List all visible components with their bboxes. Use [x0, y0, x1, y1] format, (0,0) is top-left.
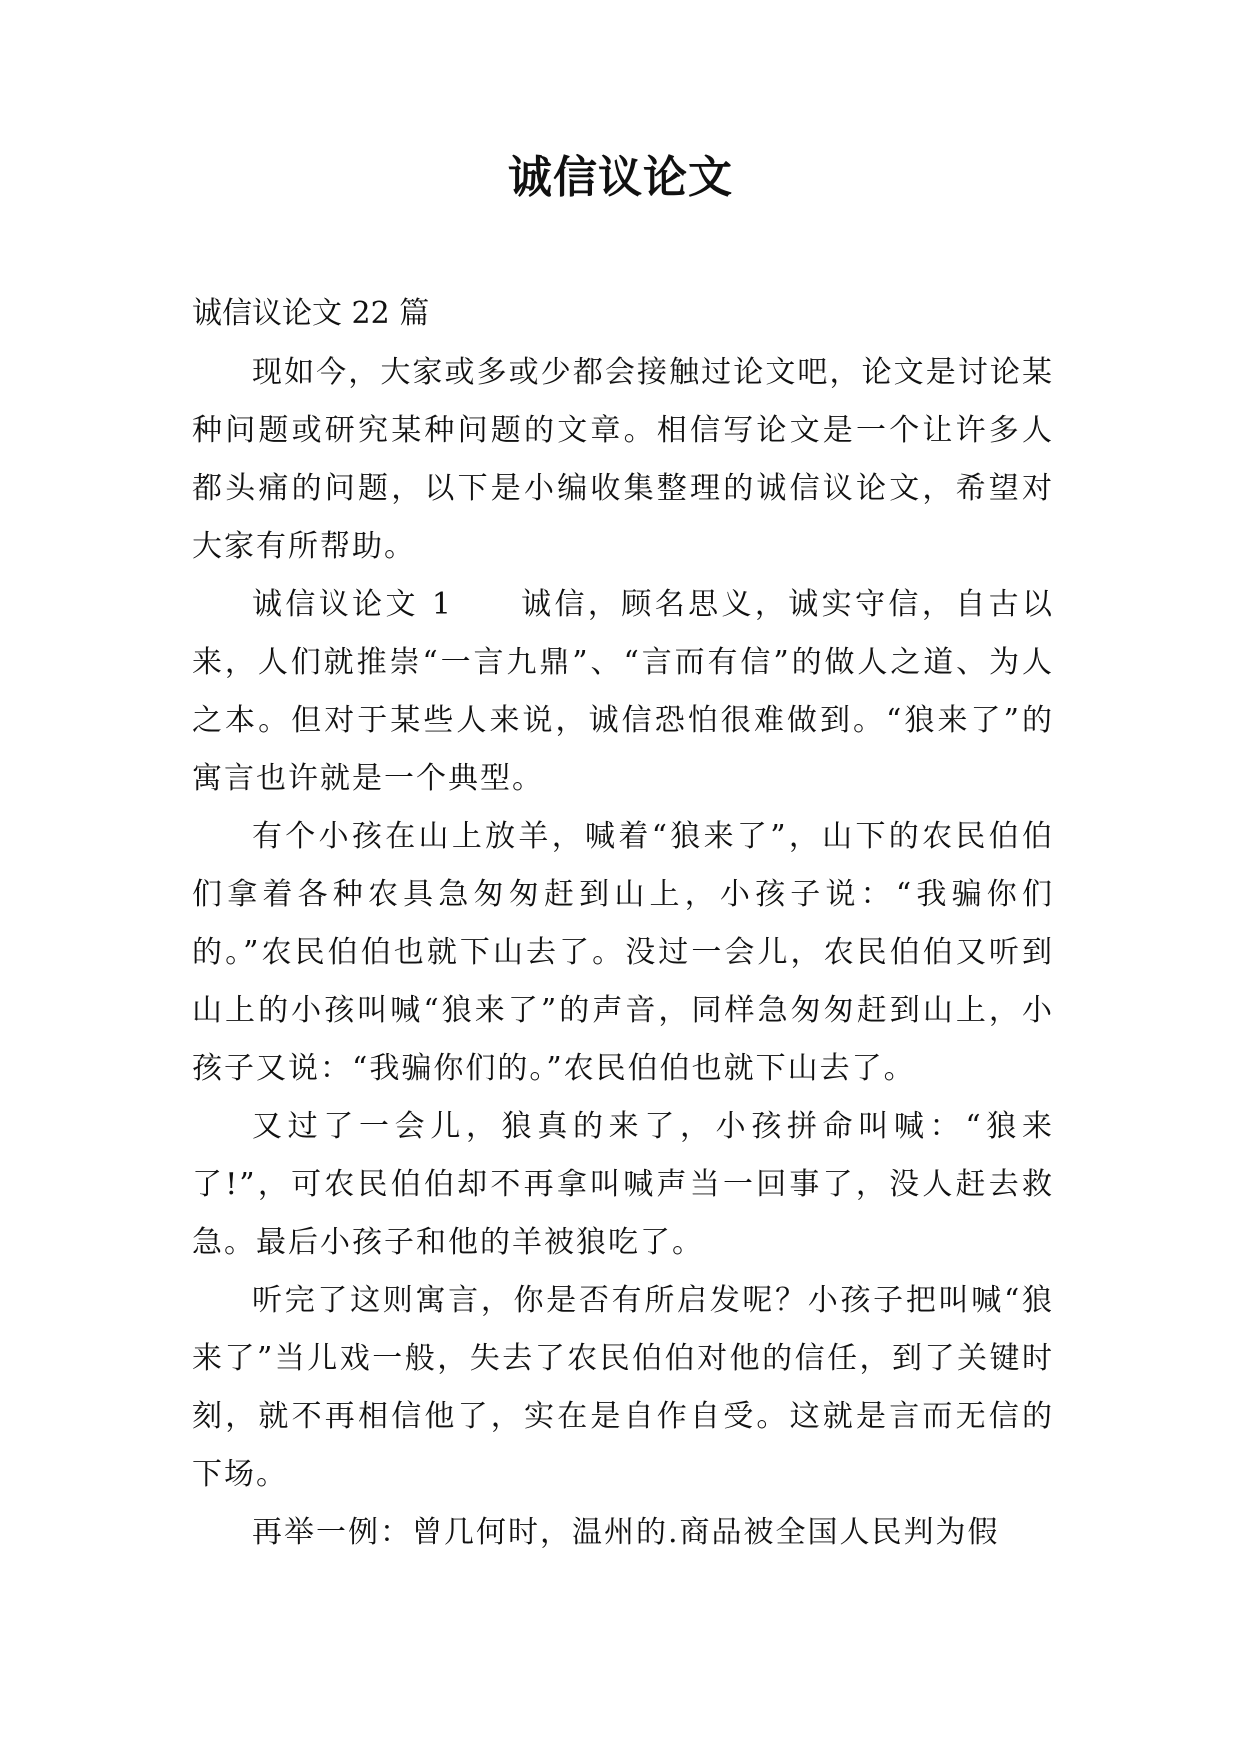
paragraph: 听完了这则寓言，你是否有所启发呢？小孩子把叫喊“狼来了”当儿戏一般，失去了农民伯伯对他的信任，到了关键时刻，就不再相信他了，实在是自作自受。这就是言而无信的下场。 [192, 1283, 1054, 1492]
document-body [192, 344, 1054, 1562]
paragraph: 再举一例：曾几何时，温州的.商品被全国人民判为假 [252, 1515, 1000, 1550]
document-subtitle: 诚信议论文 22 篇 [192, 296, 430, 331]
paragraph: 又过了一会儿，狼真的来了，小孩拼命叫喊：“狼来了!”，可农民伯伯却不再拿叫喊声当一回事了，没人赶去救急。最后小孩子和他的羊被狼吃了。 [192, 1109, 1054, 1260]
paragraph: 现如今，大家或多或少都会接触过论文吧，论文是讨论某种问题或研究某种问题的文章。相信写论文是一个让许多人都头痛的问题，以下是小编收集整理的诚信议论文，希望对大家有所帮助。 [192, 355, 1054, 564]
document-title: 诚信议论文 [508, 152, 733, 203]
paragraph: 诚信议论文 1 诚信，顾名思义，诚实守信，自古以来，人们就推崇“一言九鼎”、“言而有信”的做人之道、为人之本。但对于某些人来说，诚信恐怕很难做到。“狼来了”的寓言也许就是一个典型。 [192, 587, 1054, 796]
paragraph: 有个小孩在山上放羊，喊着“狼来了”，山下的农民伯伯们拿着各种农具急匆匆赶到山上，小孩子说：“我骗你们的。”农民伯伯也就下山去了。没过一会儿，农民伯伯又听到山上的小孩叫喊“狼来了”的声音，同样急匆匆赶到山上，小孩子又说：“我骗你们的。”农民伯伯也就下山去了。 [192, 819, 1054, 1086]
